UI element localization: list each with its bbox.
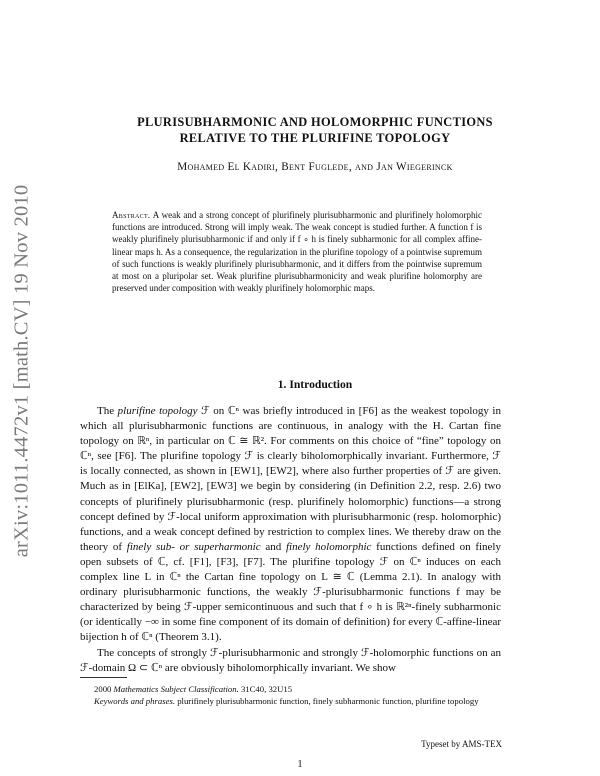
page-number: 1 xyxy=(297,759,303,770)
title-line-1: PLURISUBHARMONIC AND HOLOMORPHIC FUNCTIONS xyxy=(137,115,493,129)
abstract xyxy=(112,209,482,294)
abstract-label: Abstract. xyxy=(112,210,151,220)
term-plurifine-topology: plurifine topology xyxy=(117,405,198,417)
arxiv-identifier xyxy=(2,176,42,566)
arxiv-id-text: arXiv:1011.4472v1 [math.CV] 19 Nov 2010 xyxy=(10,184,33,558)
body-text xyxy=(80,404,501,676)
term-finely-holomorphic: finely holomorphic xyxy=(286,540,372,553)
term-finely-sub-superharmonic: finely sub- or superharmonic xyxy=(126,540,261,553)
section-heading: 1. Introduction xyxy=(277,378,353,391)
authors: Mohamed El Kadiri, Bent Fuglede, and Jan Wiegerinck xyxy=(177,161,453,173)
paragraph-2: The concepts of strongly ℱ-plurisubharmonic and strongly ℱ-holomorphic functions on an ℱ-domain Ω ⊂ ℂⁿ are obviously biholomorphically invariant. We show xyxy=(80,646,501,674)
footnotes xyxy=(80,683,501,707)
abstract-text: A weak and a strong concept of plurifinely plurisubharmonic and plurifinely holomorphic functions are introduced. Strong will imply weak. The weak concept is studied further. A function f is weakly plurifinely plurisubharmonic if and only if f ∘ h is finely subharmonic for all complex affine-linear maps h. As a consequence, the regularization in the plurifine topology of a pointwise supremum of such functions is weakly plurifinely plurisubharmonic, and it differs from the pointwise supremum at most on a pluripolar set. Weak plurifine plurisubharmonicity and weak plurifine holomorphy are preserved under composition with weakly plurifinely holomorphic maps. xyxy=(112,210,482,294)
footnote-rule xyxy=(80,677,127,678)
typeset-note: Typeset by AMS-TEX xyxy=(421,739,502,749)
footnote-keywords: Keywords and phrases. plurifinely plurisubharmonic function, finely subharmonic function, plurifine topology xyxy=(94,696,479,706)
footnote-msc: 2000 Mathematics Subject Classification. 31C40, 32U15 xyxy=(94,684,293,694)
title-line-2: RELATIVE TO THE PLURIFINE TOPOLOGY xyxy=(179,131,451,145)
paper-title xyxy=(80,114,550,146)
paragraph-1: The plurifine topology ℱ on ℂⁿ was briefly introduced in [F6] as the weakest topology in which all plurisubharmonic functions are continuous, in analogy with the H. Cartan fine topology on ℝⁿ, in particular on ℂ ≅ ℝ². For comments on this choice of “fine” topology on ℂⁿ, see [F6]. The plurifine topology ℱ is clearly biholomorphically invariant. Furthermore, ℱ is locally connected, as shown in [EW1], [EW2], where also further properties of ℱ are given. Much as in [ElKa], [EW2], [EW3] we begin by considering (in Definition 2.2, resp. 2.6) two concepts of plurifinely plurisubharmonic (resp. plurifinely holomorphic) functions—a strong concept defined by ℱ-local uniform approximation with plurisubharmonic (resp. holomorphic) functions, and a weak concept defined by restriction to complex lines. We thereby draw on the theory of finely sub- or superharmonic and finely holomorphic functions defined on finely open subsets of ℂ, cf. [F1], [F3], [F7]. The plurifine topology ℱ on ℂⁿ induces on each complex line L in ℂⁿ the Cartan fine topology on L ≅ ℂ (Lemma 2.1). In analogy with ordinary plurisubharmonic functions, the weakly ℱ-plurisubharmonic functions f may be characterized by being ℱ-upper semicontinuous and such that f ∘ h is ℝ²ⁿ-finely subharmonic (or identically −∞ in some fine component of its domain of definition) for every ℂ-affine-linear bijection h of ℂⁿ (Theorem 3.1). xyxy=(80,405,501,644)
